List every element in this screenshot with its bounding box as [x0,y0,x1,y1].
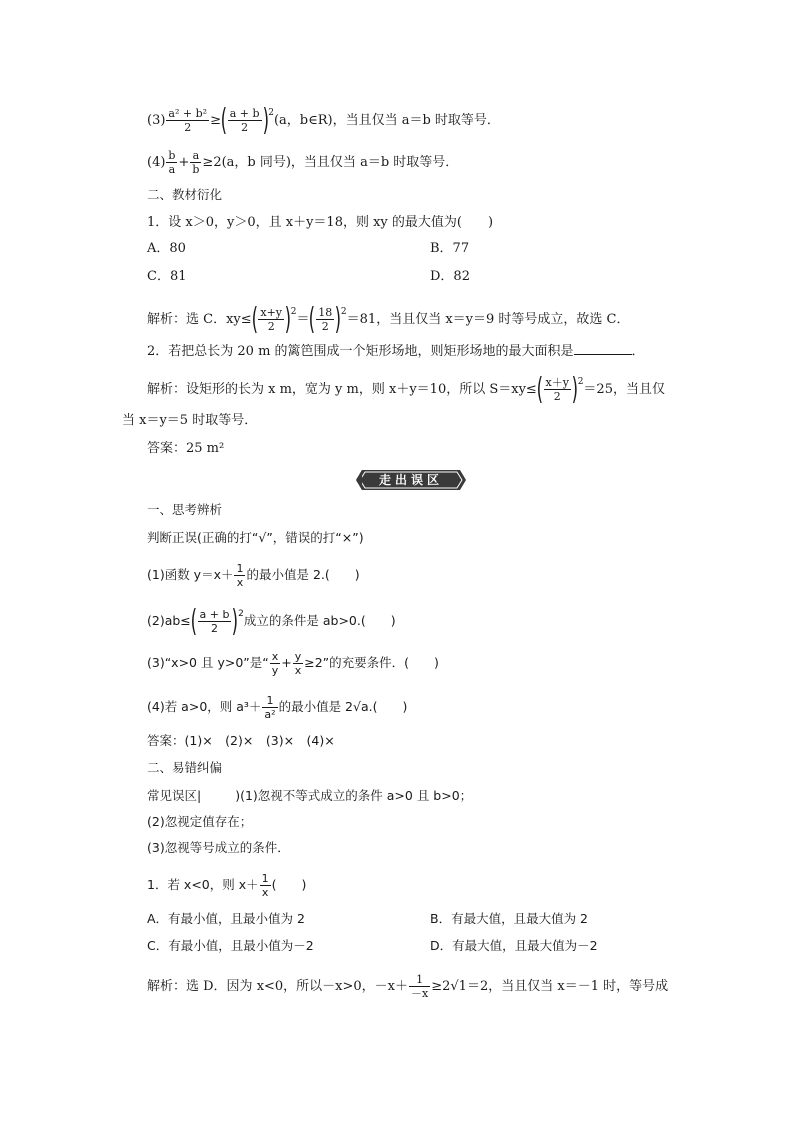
mistakes-text: )(1)忽视不等式成立的条件 a>0 且 b>0； [235,788,473,803]
solution-tail: ＝25，当且仅 [583,382,665,397]
question-2-answer: 答案：25 m² [147,441,225,456]
option-a: A．有最小值，且最小值为 2 [147,911,305,926]
denominator: a² [264,708,276,721]
section-heading-errors: 二、易错纠偏 [147,760,223,775]
question-tail: ( ) [271,877,307,892]
denominator: 2 [184,121,192,134]
option-a: A．80 [147,241,186,256]
numerator: a + b [199,608,230,621]
numerator: x [271,650,279,663]
numerator: 1 [236,562,244,575]
right-paren: ) [232,603,239,639]
question-2 [147,342,645,361]
equals-sign: ＝ [296,312,310,327]
fraction [316,306,334,333]
judge-item-3 [147,650,439,677]
plus-sign: + [178,155,190,170]
item-prefix: (3)“x>0 且 y>0”是“ [147,655,269,670]
error-question-1-solution [147,973,668,1000]
section-banner [356,470,466,490]
denominator: －x [411,987,429,1000]
left-paren: ( [309,301,316,337]
answer-blank [574,342,632,355]
numerator: 1 [409,973,430,987]
solution-prefix: 解析：选 D．因为 x<0，所以－x>0，－x＋ [147,979,409,994]
question-2-solution-cont: 当 x＝y＝5 时取等号． [122,413,258,428]
item-tail: 的最小值是 2.( ) [246,567,360,582]
numerator: 1 [262,694,277,708]
common-mistakes-line-3: (3)忽视等号成立的条件． [147,840,290,855]
option-c: C．81 [147,269,187,284]
denominator: b [192,163,200,176]
fraction [190,149,201,176]
item-prefix: (4)若 a>0，则 a³＋ [147,699,262,714]
numerator: a² + b² [168,107,208,120]
left-paren: ( [190,603,197,639]
left-paren: ( [251,301,258,337]
denominator: y [271,664,279,677]
denominator: 2 [241,121,249,134]
fraction [166,149,177,176]
numerator: x+y [260,306,283,319]
question-1: 1．设 x＞0，y＞0，且 x＋y＝18，则 xy 的最大值为( ) [147,215,494,230]
fraction [409,973,430,1000]
section-heading-textbook: 二、教材衍化 [147,187,223,202]
fraction [260,872,271,899]
numerator: 1 [261,872,269,885]
denominator: 2 [210,622,218,635]
section-heading-thinking: 一、思考辨析 [147,502,223,517]
option-d: D．82 [430,269,470,284]
right-paren: ) [334,301,342,337]
plus-sign: + [281,655,292,670]
square-exponent: 2 [290,307,297,317]
common-mistakes-line-2: (2)忽视定值存在； [147,814,253,829]
option-b: B．77 [430,241,470,256]
solution-tail: ＝81，当且仅当 x＝y＝9 时等号成立，故选 C． [346,312,630,327]
right-paren: ) [284,301,292,337]
judge-answer: 答案：(1)× (2)× (3)× (4)× [147,733,335,748]
solution-prefix: 解析：选 C．xy≤ [147,312,252,327]
fraction [270,650,281,677]
option-c: C．有最小值，且最小值为－2 [147,938,314,953]
question-text: 2．若把总长为 20 m 的篱笆围成一个矩形场地，则矩形场地的最大面积是 [147,344,574,359]
denominator: x [261,886,269,899]
item-tail: ≥2”的充要条件．( ) [304,655,439,670]
option-d: D．有最大值，且最大值为－2 [430,938,598,953]
item-prefix: (1)函数 y＝x＋ [147,567,234,582]
item-prefix: (2)ab≤ [147,613,191,628]
item-tail: 的最小值是 2√a.( ) [278,699,408,714]
fraction [544,376,571,403]
item-tail: ≥2(a，b 同号)，当且仅当 a＝b 时取等号． [202,155,459,170]
numerator: b [168,149,176,162]
item-tail: (a，b∈R)，当且仅当 a＝b 时取等号． [273,113,500,128]
question-2-solution [147,373,665,405]
left-paren: ( [220,102,228,138]
numerator: a + b [229,107,260,120]
option-b: B．有最大值，且最大值为 2 [430,911,589,926]
solution-tail: ≥2√1＝2，当且仅当 x＝－1 时，等号成 [431,979,669,994]
item-prefix: (4) [147,155,166,170]
item-tail: 成立的条件是 ab>0.( ) [243,613,396,628]
denominator: x [236,576,244,589]
fraction [166,107,209,134]
item-prefix: (3) [147,113,166,128]
question-prefix: 1．若 x<0，则 x＋ [147,877,259,892]
solution-prefix: 解析：设矩形的长为 x m，宽为 y m，则 x＋y＝10，所以 S＝xy≤ [147,382,537,397]
fraction [234,562,245,589]
numerator: x＋y [545,376,569,389]
fraction [198,608,232,635]
denominator: 2 [267,320,275,333]
fraction [228,107,262,134]
numerator: 18 [318,306,333,319]
fraction [293,650,304,677]
inequality-item-3 [147,104,500,136]
judge-intro: 判断正误(正确的打“√”，错误的打“×”) [147,530,364,545]
numerator: y [294,650,302,663]
question-end: ． [631,344,645,359]
fraction [262,694,277,721]
judge-item-2 [147,605,396,637]
denominator: x [294,664,302,677]
right-paren: ) [571,371,579,407]
square-exponent: 2 [238,609,244,619]
denominator: 2 [321,320,329,333]
judge-item-1 [147,562,360,589]
square-exponent: 2 [340,307,347,317]
square-exponent: 2 [577,377,584,387]
mistakes-label: 常见误区| [147,788,202,803]
common-mistakes-line-1 [147,787,472,805]
ge-sign: ≥ [210,113,221,128]
square-exponent: 2 [268,108,274,118]
banner-title: 走出误区 [378,473,443,487]
left-paren: ( [536,371,543,407]
question-1-solution [147,303,630,335]
fraction [258,306,284,333]
error-question-1 [147,872,306,899]
numerator: a [190,149,201,163]
denominator: a [168,163,176,176]
judge-item-4 [147,694,407,721]
denominator: 2 [553,390,561,403]
inequality-item-4 [147,149,458,176]
right-paren: ) [262,102,269,138]
